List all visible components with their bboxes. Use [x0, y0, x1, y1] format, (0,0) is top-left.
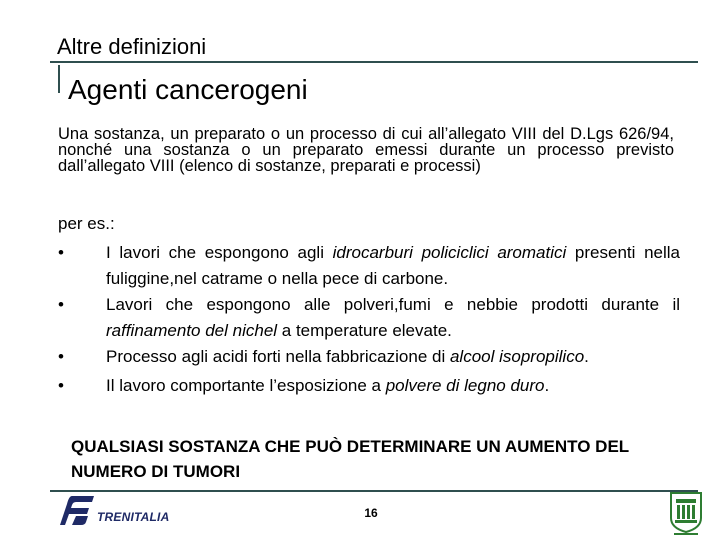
bullet-icon: •	[58, 347, 64, 366]
list-item-text: Il lavoro comportante l’esposizione a polvere di legno duro.	[106, 376, 550, 395]
definition-paragraph: Una sostanza, un preparato o un processo di cui all’allegato VIII del D.Lgs 626/94, nonché una sostanza o un preparato emessi durante un processo previsto dall’allegato VIII (elenco di sostanze, preparati e processi)	[58, 125, 674, 175]
bullet-icon: •	[58, 376, 64, 395]
bullet-icon: •	[58, 295, 64, 314]
trenitalia-wordmark: TRENITALIA	[97, 510, 170, 524]
list-item	[58, 344, 680, 370]
header-divider	[50, 61, 698, 63]
list-item	[58, 292, 680, 344]
list-item-text: Lavori che espongono alle polveri,fumi e nebbie prodotti durante il raffinamento del nichel a temperature elevate.	[106, 295, 680, 340]
conclusion-statement: QUALSIASI SOSTANZA CHE PUÒ DETERMINARE UN AUMENTO DEL NUMERO DI TUMORI	[71, 437, 629, 481]
title-accent-bar	[58, 65, 60, 93]
university-seal-icon	[668, 490, 704, 536]
list-item	[58, 373, 680, 399]
page-number: 16	[364, 506, 378, 520]
bullet-icon: •	[58, 243, 64, 262]
examples-label: per es.:	[58, 214, 115, 233]
list-item	[58, 240, 680, 292]
section-title: Altre definizioni	[57, 34, 207, 59]
trenitalia-logo	[60, 492, 190, 532]
trenitalia-fs-logo-icon	[60, 494, 94, 526]
list-item-text: Processo agli acidi forti nella fabbricazione di alcool isopropilico.	[106, 347, 589, 366]
list-item-text: I lavori che espongono agli idrocarburi policiclici aromatici presenti nella fuliggine,nel catrame o nella pece di carbone.	[106, 243, 680, 288]
page-title: Agenti cancerogeni	[68, 74, 308, 105]
